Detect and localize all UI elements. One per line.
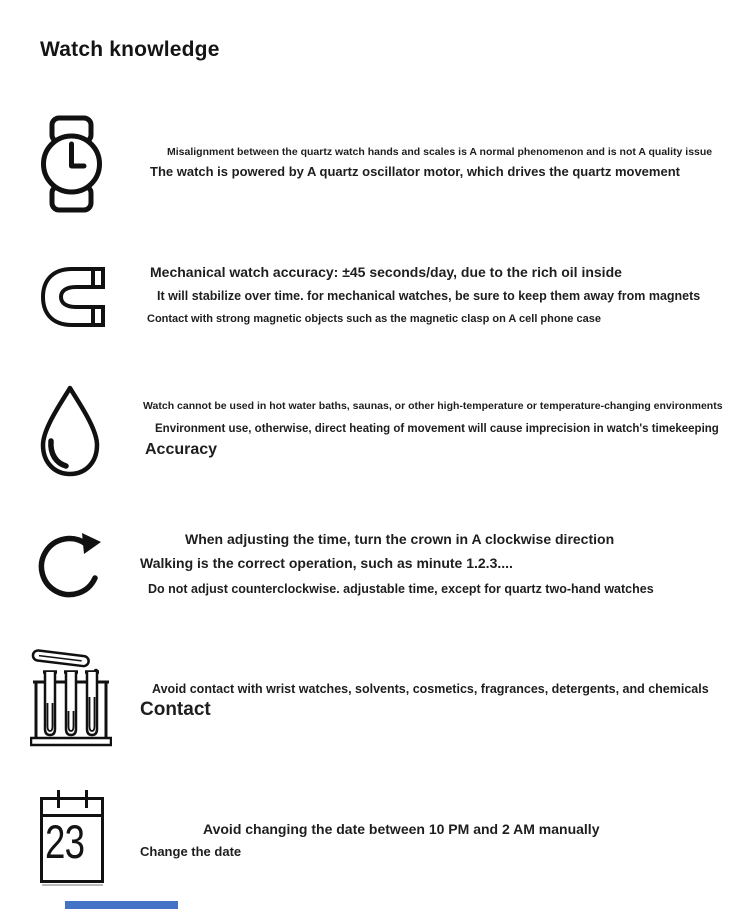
- calendar-shadow: [42, 884, 103, 886]
- water-drop-icon: [36, 384, 104, 479]
- chemical-note: Avoid contact with wrist watches, solvents, cosmetics, fragrances, detergents, and chemicals: [152, 682, 709, 696]
- crown-headline: When adjusting the time, turn the crown in A clockwise direction: [185, 531, 615, 547]
- magnet-headline: Mechanical watch accuracy: ±45 seconds/day, due to the rich oil inside: [150, 264, 622, 280]
- date-note: Change the date: [140, 844, 242, 859]
- test-tubes-icon: [30, 645, 112, 748]
- magnet-note-small: Contact with strong magnetic objects such as the magnetic clasp on A cell phone case: [147, 313, 601, 325]
- quartz-note-small: Misalignment between the quartz watch hands and scales is A normal phenomenon and is not A quality issue: [167, 146, 713, 158]
- calendar-pin-icon: [85, 790, 88, 808]
- temperature-note: Environment use, otherwise, direct heating of movement will cause imprecision in watch's timekeeping: [155, 423, 719, 435]
- page-title: Watch knowledge: [40, 38, 220, 61]
- accuracy-heading: Accuracy: [145, 441, 218, 458]
- calendar-icon: [40, 797, 104, 883]
- clockwise-arrow-icon: [38, 527, 105, 602]
- quartz-note-main: The watch is powered by A quartz oscillator motor, which drives the quartz movement: [150, 164, 680, 179]
- magnet-note: It will stabilize over time. for mechanical watches, be sure to keep them away from magnets: [157, 289, 701, 303]
- temperature-note-small: Watch cannot be used in hot water baths, saunas, or other high-temperature or temperature-changing environments: [143, 400, 723, 412]
- date-headline: Avoid changing the date between 10 PM and 2 AM manually: [203, 821, 600, 837]
- calendar-pin-icon: [57, 790, 60, 808]
- bottom-blue-bar: [65, 901, 178, 909]
- magnet-icon: [40, 266, 106, 328]
- crown-note: Walking is the correct operation, such as minute 1.2.3....: [140, 555, 513, 571]
- calendar-day: 23: [45, 815, 85, 868]
- wristwatch-icon: [40, 115, 103, 213]
- crown-note-small: Do not adjust counterclockwise. adjustable time, except for quartz two-hand watches: [148, 582, 654, 596]
- contact-heading: Contact: [140, 699, 211, 720]
